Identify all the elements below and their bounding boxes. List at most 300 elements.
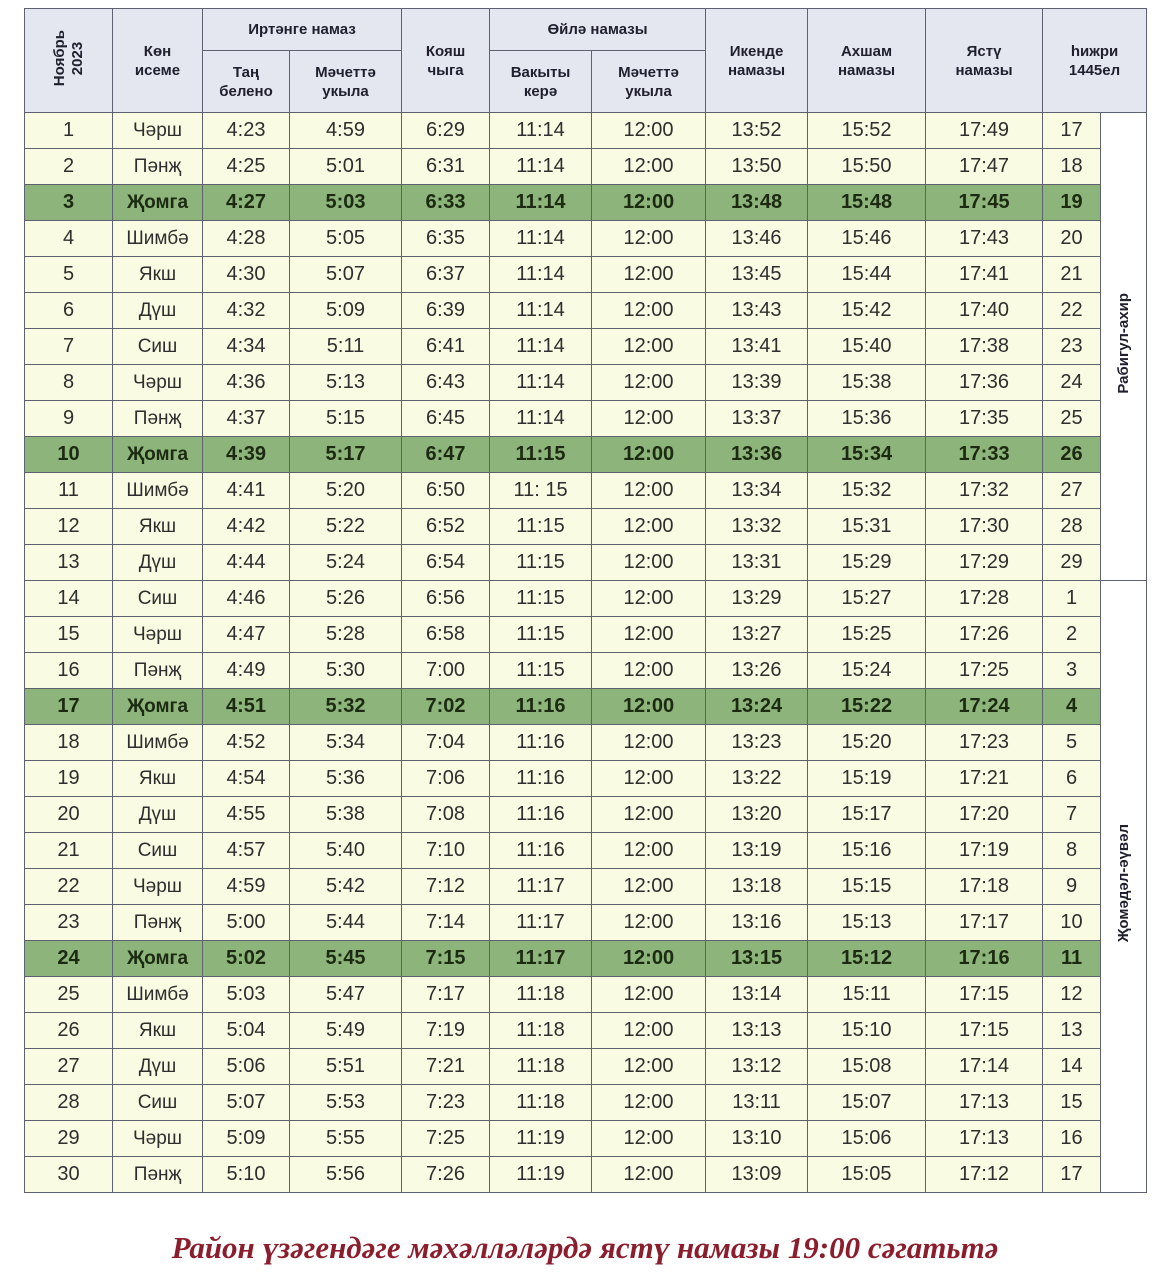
noon-time-header: Вакыты керә — [490, 51, 592, 113]
morning-prayer-header: Иртәнге намаз — [203, 9, 402, 51]
isha-cell: 17:45 — [926, 185, 1043, 221]
asr-cell: 13:32 — [706, 509, 808, 545]
hijri-day-cell: 1 — [1043, 581, 1101, 617]
morning-mosque-cell: 5:20 — [290, 473, 402, 509]
sunrise-cell: 7:15 — [402, 941, 490, 977]
isha-cell: 17:49 — [926, 113, 1043, 149]
hijri-day-cell: 2 — [1043, 617, 1101, 653]
noon-mosque-cell: 12:00 — [592, 869, 706, 905]
isha-cell: 17:19 — [926, 833, 1043, 869]
dawn-cell: 4:25 — [203, 149, 290, 185]
asr-cell: 13:14 — [706, 977, 808, 1013]
maghrib-cell: 15:31 — [808, 509, 926, 545]
weekday-cell: Чәрш — [113, 617, 203, 653]
hijri-day-cell: 22 — [1043, 293, 1101, 329]
maghrib-cell: 15:34 — [808, 437, 926, 473]
maghrib-cell: 15:24 — [808, 653, 926, 689]
maghrib-cell: 15:48 — [808, 185, 926, 221]
asr-cell: 13:22 — [706, 761, 808, 797]
day-cell: 12 — [25, 509, 113, 545]
day-cell: 22 — [25, 869, 113, 905]
weekday-cell: Чәрш — [113, 113, 203, 149]
sunrise-cell: 6:54 — [402, 545, 490, 581]
table-row — [25, 977, 1147, 1013]
noon-cell: 11:15 — [490, 653, 592, 689]
noon-mosque-cell: 12:00 — [592, 833, 706, 869]
day-cell: 13 — [25, 545, 113, 581]
hijri-day-cell: 26 — [1043, 437, 1101, 473]
dawn-header: Таң белено — [203, 51, 290, 113]
dawn-cell: 4:32 — [203, 293, 290, 329]
sunrise-cell: 6:33 — [402, 185, 490, 221]
noon-mosque-cell: 12:00 — [592, 761, 706, 797]
asr-cell: 13:12 — [706, 1049, 808, 1085]
isha-cell: 17:28 — [926, 581, 1043, 617]
day-cell: 25 — [25, 977, 113, 1013]
sunrise-cell: 7:04 — [402, 725, 490, 761]
hijri-day-cell: 7 — [1043, 797, 1101, 833]
noon-mosque-cell: 12:00 — [592, 1157, 706, 1193]
maghrib-cell: 15:12 — [808, 941, 926, 977]
maghrib-cell: 15:38 — [808, 365, 926, 401]
day-cell: 16 — [25, 653, 113, 689]
noon-mosque-cell: 12:00 — [592, 293, 706, 329]
noon-mosque-cell: 12:00 — [592, 581, 706, 617]
table-row — [25, 437, 1147, 473]
noon-mosque-header: Мәчеттә укыла — [592, 51, 706, 113]
dawn-cell: 4:23 — [203, 113, 290, 149]
noon-mosque-cell: 12:00 — [592, 437, 706, 473]
day-cell: 19 — [25, 761, 113, 797]
sunrise-header: Кояш чыга — [402, 9, 490, 113]
sunrise-cell: 7:06 — [402, 761, 490, 797]
hijri-day-cell: 13 — [1043, 1013, 1101, 1049]
noon-cell: 11:14 — [490, 113, 592, 149]
weekday-cell: Сиш — [113, 833, 203, 869]
isha-cell: 17:41 — [926, 257, 1043, 293]
table-row — [25, 365, 1147, 401]
dawn-cell: 4:30 — [203, 257, 290, 293]
weekday-cell: Җомга — [113, 185, 203, 221]
isha-cell: 17:16 — [926, 941, 1043, 977]
table-row — [25, 1121, 1147, 1157]
sunrise-cell: 7:12 — [402, 869, 490, 905]
prayer-timetable — [24, 8, 1146, 1214]
noon-mosque-cell: 12:00 — [592, 617, 706, 653]
noon-mosque-cell: 12:00 — [592, 545, 706, 581]
weekday-cell: Шимбә — [113, 977, 203, 1013]
table-row — [25, 401, 1147, 437]
asr-cell: 13:41 — [706, 329, 808, 365]
isha-header: Ястү намазы — [926, 9, 1043, 113]
weekday-cell: Җомга — [113, 437, 203, 473]
weekday-cell: Дүш — [113, 797, 203, 833]
dawn-cell: 4:47 — [203, 617, 290, 653]
sunrise-cell: 7:23 — [402, 1085, 490, 1121]
morning-mosque-cell: 5:42 — [290, 869, 402, 905]
sunrise-cell: 6:56 — [402, 581, 490, 617]
weekday-cell: Пәнҗ — [113, 905, 203, 941]
day-cell: 9 — [25, 401, 113, 437]
morning-mosque-cell: 5:13 — [290, 365, 402, 401]
hijri-day-cell: 19 — [1043, 185, 1101, 221]
dawn-cell: 4:57 — [203, 833, 290, 869]
noon-cell: 11:15 — [490, 617, 592, 653]
noon-mosque-cell: 12:00 — [592, 797, 706, 833]
noon-cell: 11:16 — [490, 725, 592, 761]
isha-cell: 17:33 — [926, 437, 1043, 473]
weekday-cell: Җомга — [113, 941, 203, 977]
asr-cell: 13:10 — [706, 1121, 808, 1157]
day-cell: 28 — [25, 1085, 113, 1121]
noon-cell: 11:17 — [490, 905, 592, 941]
asr-cell: 13:26 — [706, 653, 808, 689]
asr-cell: 13:16 — [706, 905, 808, 941]
noon-mosque-cell: 12:00 — [592, 473, 706, 509]
asr-cell: 13:29 — [706, 581, 808, 617]
hijri-day-cell: 10 — [1043, 905, 1101, 941]
dawn-cell: 5:04 — [203, 1013, 290, 1049]
asr-cell: 13:45 — [706, 257, 808, 293]
weekday-cell: Якш — [113, 509, 203, 545]
sunrise-cell: 6:39 — [402, 293, 490, 329]
sunrise-cell: 6:45 — [402, 401, 490, 437]
footer-note: Район үзәгендәге мәхәлләләрдә ястү намазы 19:00 сәгатьтә — [171, 1230, 999, 1265]
noon-cell: 11:14 — [490, 365, 592, 401]
sunrise-cell: 7:02 — [402, 689, 490, 725]
noon-cell: 11:15 — [490, 545, 592, 581]
noon-mosque-cell: 12:00 — [592, 1049, 706, 1085]
isha-cell: 17:20 — [926, 797, 1043, 833]
day-cell: 6 — [25, 293, 113, 329]
morning-mosque-cell: 5:22 — [290, 509, 402, 545]
hijri-month-name: Җомәдәл-әүвәл — [1115, 824, 1133, 943]
morning-mosque-cell: 5:38 — [290, 797, 402, 833]
asr-cell: 13:52 — [706, 113, 808, 149]
table-row — [25, 653, 1147, 689]
noon-cell: 11:15 — [490, 437, 592, 473]
noon-mosque-cell: 12:00 — [592, 185, 706, 221]
isha-cell: 17:43 — [926, 221, 1043, 257]
hijri-day-cell: 11 — [1043, 941, 1101, 977]
weekday-cell: Пәнҗ — [113, 149, 203, 185]
dawn-cell: 4:55 — [203, 797, 290, 833]
asr-cell: 13:13 — [706, 1013, 808, 1049]
weekday-cell: Сиш — [113, 581, 203, 617]
dawn-cell: 4:54 — [203, 761, 290, 797]
hijri-day-cell: 21 — [1043, 257, 1101, 293]
noon-mosque-cell: 12:00 — [592, 1121, 706, 1157]
sunrise-cell: 7:21 — [402, 1049, 490, 1085]
asr-cell: 13:15 — [706, 941, 808, 977]
morning-mosque-cell: 5:28 — [290, 617, 402, 653]
isha-cell: 17:25 — [926, 653, 1043, 689]
maghrib-cell: 15:29 — [808, 545, 926, 581]
sunrise-cell: 6:52 — [402, 509, 490, 545]
table-row — [25, 329, 1147, 365]
table-row — [25, 617, 1147, 653]
maghrib-cell: 15:44 — [808, 257, 926, 293]
dawn-cell: 4:28 — [203, 221, 290, 257]
day-cell: 26 — [25, 1013, 113, 1049]
day-cell: 10 — [25, 437, 113, 473]
asr-cell: 13:24 — [706, 689, 808, 725]
morning-mosque-cell: 5:36 — [290, 761, 402, 797]
dawn-cell: 4:46 — [203, 581, 290, 617]
weekday-header: Көн исеме — [113, 9, 203, 113]
noon-mosque-cell: 12:00 — [592, 941, 706, 977]
asr-cell: 13:46 — [706, 221, 808, 257]
maghrib-cell: 15:13 — [808, 905, 926, 941]
noon-mosque-cell: 12:00 — [592, 1013, 706, 1049]
weekday-cell: Дүш — [113, 1049, 203, 1085]
morning-mosque-cell: 5:55 — [290, 1121, 402, 1157]
isha-cell: 17:18 — [926, 869, 1043, 905]
noon-mosque-cell: 12:00 — [592, 401, 706, 437]
hijri-day-cell: 23 — [1043, 329, 1101, 365]
morning-mosque-cell: 5:24 — [290, 545, 402, 581]
day-cell: 4 — [25, 221, 113, 257]
noon-mosque-cell: 12:00 — [592, 509, 706, 545]
noon-cell: 11:16 — [490, 761, 592, 797]
maghrib-cell: 15:36 — [808, 401, 926, 437]
weekday-cell: Шимбә — [113, 473, 203, 509]
asr-cell: 13:43 — [706, 293, 808, 329]
morning-mosque-cell: 5:03 — [290, 185, 402, 221]
asr-cell: 13:09 — [706, 1157, 808, 1193]
dawn-cell: 5:02 — [203, 941, 290, 977]
sunrise-cell: 6:43 — [402, 365, 490, 401]
noon-mosque-cell: 12:00 — [592, 329, 706, 365]
table-row — [25, 1085, 1147, 1121]
weekday-cell: Чәрш — [113, 869, 203, 905]
noon-mosque-cell: 12:00 — [592, 653, 706, 689]
table-row — [25, 257, 1147, 293]
hijri-day-cell: 4 — [1043, 689, 1101, 725]
weekday-cell: Сиш — [113, 329, 203, 365]
maghrib-cell: 15:11 — [808, 977, 926, 1013]
table-body — [25, 113, 1147, 1193]
noon-cell: 11:14 — [490, 401, 592, 437]
weekday-cell: Чәрш — [113, 365, 203, 401]
hijri-day-cell: 9 — [1043, 869, 1101, 905]
hijri-day-cell: 3 — [1043, 653, 1101, 689]
noon-cell: 11:19 — [490, 1157, 592, 1193]
asr-cell: 13:34 — [706, 473, 808, 509]
isha-cell: 17:26 — [926, 617, 1043, 653]
noon-cell: 11: 15 — [490, 473, 592, 509]
hijri-month-label — [1101, 581, 1147, 1193]
hijri-day-cell: 25 — [1043, 401, 1101, 437]
dawn-cell: 4:51 — [203, 689, 290, 725]
morning-mosque-cell: 5:53 — [290, 1085, 402, 1121]
maghrib-cell: 15:20 — [808, 725, 926, 761]
table-header — [25, 9, 1147, 113]
maghrib-cell: 15:32 — [808, 473, 926, 509]
table-row — [25, 833, 1147, 869]
dawn-cell: 4:37 — [203, 401, 290, 437]
maghrib-cell: 15:16 — [808, 833, 926, 869]
noon-mosque-cell: 12:00 — [592, 257, 706, 293]
morning-mosque-cell: 5:40 — [290, 833, 402, 869]
isha-cell: 17:15 — [926, 977, 1043, 1013]
sunrise-cell: 6:47 — [402, 437, 490, 473]
noon-mosque-cell: 12:00 — [592, 725, 706, 761]
isha-cell: 17:21 — [926, 761, 1043, 797]
day-cell: 14 — [25, 581, 113, 617]
asr-cell: 13:27 — [706, 617, 808, 653]
sunrise-cell: 6:29 — [402, 113, 490, 149]
table-row — [25, 113, 1147, 149]
isha-cell: 17:14 — [926, 1049, 1043, 1085]
hijri-day-cell: 24 — [1043, 365, 1101, 401]
noon-prayer-header: Өйлә намазы — [490, 9, 706, 51]
sunrise-cell: 7:10 — [402, 833, 490, 869]
weekday-cell: Якш — [113, 257, 203, 293]
morning-mosque-cell: 5:32 — [290, 689, 402, 725]
day-cell: 8 — [25, 365, 113, 401]
table-row — [25, 293, 1147, 329]
dawn-cell: 5:00 — [203, 905, 290, 941]
table-row — [25, 941, 1147, 977]
dawn-cell: 4:41 — [203, 473, 290, 509]
isha-cell: 17:23 — [926, 725, 1043, 761]
isha-cell: 17:32 — [926, 473, 1043, 509]
asr-header: Икенде намазы — [706, 9, 808, 113]
noon-cell: 11:18 — [490, 1085, 592, 1121]
dawn-cell: 5:06 — [203, 1049, 290, 1085]
asr-cell: 13:23 — [706, 725, 808, 761]
hijri-day-cell: 12 — [1043, 977, 1101, 1013]
maghrib-cell: 15:10 — [808, 1013, 926, 1049]
isha-cell: 17:40 — [926, 293, 1043, 329]
noon-cell: 11:14 — [490, 257, 592, 293]
noon-cell: 11:16 — [490, 797, 592, 833]
maghrib-cell: 15:06 — [808, 1121, 926, 1157]
maghrib-cell: 15:42 — [808, 293, 926, 329]
sunrise-cell: 6:31 — [402, 149, 490, 185]
sunrise-cell: 6:50 — [402, 473, 490, 509]
morning-mosque-cell: 5:47 — [290, 977, 402, 1013]
prayer-table — [24, 8, 1147, 1193]
morning-mosque-cell: 5:26 — [290, 581, 402, 617]
noon-mosque-cell: 12:00 — [592, 365, 706, 401]
table-row — [25, 761, 1147, 797]
hijri-day-cell: 17 — [1043, 113, 1101, 149]
morning-mosque-cell: 5:44 — [290, 905, 402, 941]
day-cell: 1 — [25, 113, 113, 149]
table-row — [25, 185, 1147, 221]
isha-cell: 17:13 — [926, 1121, 1043, 1157]
dawn-cell: 4:52 — [203, 725, 290, 761]
table-row — [25, 473, 1147, 509]
morning-mosque-cell: 5:45 — [290, 941, 402, 977]
hijri-day-cell: 20 — [1043, 221, 1101, 257]
day-cell: 11 — [25, 473, 113, 509]
hijri-day-cell: 16 — [1043, 1121, 1101, 1157]
maghrib-cell: 15:52 — [808, 113, 926, 149]
dawn-cell: 4:42 — [203, 509, 290, 545]
dawn-cell: 4:49 — [203, 653, 290, 689]
sunrise-cell: 7:26 — [402, 1157, 490, 1193]
morning-mosque-cell: 4:59 — [290, 113, 402, 149]
maghrib-cell: 15:08 — [808, 1049, 926, 1085]
morning-mosque-cell: 5:15 — [290, 401, 402, 437]
hijri-month-label — [1101, 113, 1147, 581]
weekday-cell: Дүш — [113, 545, 203, 581]
dawn-cell: 5:03 — [203, 977, 290, 1013]
table-row — [25, 1157, 1147, 1193]
table-row — [25, 905, 1147, 941]
noon-cell: 11:19 — [490, 1121, 592, 1157]
noon-cell: 11:16 — [490, 833, 592, 869]
weekday-cell: Җомга — [113, 689, 203, 725]
morning-mosque-header: Мәчеттә укыла — [290, 51, 402, 113]
asr-cell: 13:31 — [706, 545, 808, 581]
table-row — [25, 149, 1147, 185]
dawn-cell: 4:59 — [203, 869, 290, 905]
weekday-cell: Якш — [113, 761, 203, 797]
noon-cell: 11:14 — [490, 329, 592, 365]
dawn-cell: 4:44 — [203, 545, 290, 581]
day-cell: 5 — [25, 257, 113, 293]
table-row — [25, 725, 1147, 761]
maghrib-cell: 15:19 — [808, 761, 926, 797]
sunrise-cell: 7:17 — [402, 977, 490, 1013]
dawn-cell: 5:09 — [203, 1121, 290, 1157]
morning-mosque-cell: 5:34 — [290, 725, 402, 761]
asr-cell: 13:18 — [706, 869, 808, 905]
sunrise-cell: 7:00 — [402, 653, 490, 689]
noon-cell: 11:18 — [490, 1013, 592, 1049]
weekday-cell: Сиш — [113, 1085, 203, 1121]
weekday-cell: Чәрш — [113, 1121, 203, 1157]
table-row — [25, 1049, 1147, 1085]
weekday-cell: Шимбә — [113, 725, 203, 761]
hijri-day-cell: 28 — [1043, 509, 1101, 545]
day-cell: 24 — [25, 941, 113, 977]
noon-cell: 11:14 — [490, 221, 592, 257]
maghrib-header: Ахшам намазы — [808, 9, 926, 113]
day-cell: 17 — [25, 689, 113, 725]
isha-cell: 17:24 — [926, 689, 1043, 725]
isha-cell: 17:13 — [926, 1085, 1043, 1121]
day-cell: 18 — [25, 725, 113, 761]
sunrise-cell: 7:14 — [402, 905, 490, 941]
morning-mosque-cell: 5:01 — [290, 149, 402, 185]
isha-cell: 17:30 — [926, 509, 1043, 545]
day-cell: 20 — [25, 797, 113, 833]
table-row — [25, 509, 1147, 545]
noon-cell: 11:17 — [490, 869, 592, 905]
maghrib-cell: 15:07 — [808, 1085, 926, 1121]
asr-cell: 13:37 — [706, 401, 808, 437]
noon-cell: 11:14 — [490, 293, 592, 329]
dawn-cell: 4:36 — [203, 365, 290, 401]
noon-cell: 11:14 — [490, 149, 592, 185]
table-row — [25, 869, 1147, 905]
sunrise-cell: 6:37 — [402, 257, 490, 293]
day-cell: 3 — [25, 185, 113, 221]
dawn-cell: 5:10 — [203, 1157, 290, 1193]
asr-cell: 13:11 — [706, 1085, 808, 1121]
dawn-cell: 4:39 — [203, 437, 290, 473]
sunrise-cell: 7:25 — [402, 1121, 490, 1157]
asr-cell: 13:20 — [706, 797, 808, 833]
noon-cell: 11:15 — [490, 509, 592, 545]
hijri-day-cell: 6 — [1043, 761, 1101, 797]
table-row — [25, 689, 1147, 725]
